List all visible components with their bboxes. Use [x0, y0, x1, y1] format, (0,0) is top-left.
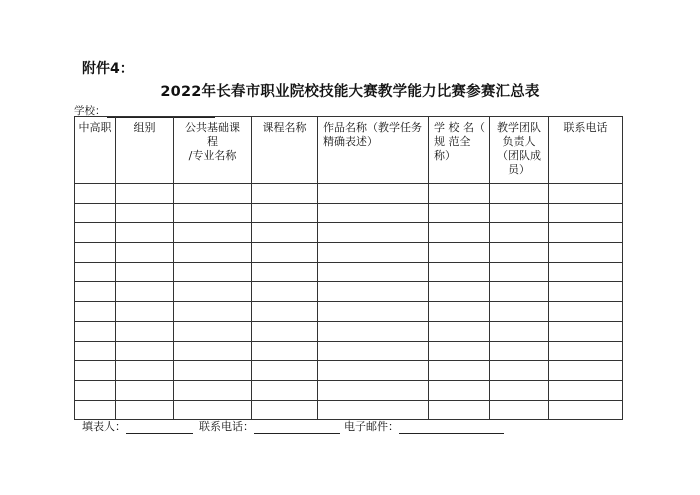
cell-level[interactable]: [75, 223, 116, 243]
header-work-label: 作品名称（教学任务精确表述）: [323, 121, 422, 148]
cell-phone[interactable]: [549, 380, 623, 400]
table-row: [75, 400, 623, 420]
cell-level[interactable]: [75, 203, 116, 223]
table-row: [75, 302, 623, 322]
cell-course-name[interactable]: [252, 321, 318, 341]
footer: [82, 418, 504, 434]
cell-leader[interactable]: [490, 361, 549, 381]
cell-course-name[interactable]: [252, 184, 318, 204]
table-row: [75, 321, 623, 341]
cell-school[interactable]: [429, 282, 490, 302]
header-leader-label: 教学团队负责人（团队成员）: [497, 121, 541, 176]
cell-course[interactable]: [174, 321, 252, 341]
cell-leader[interactable]: [490, 223, 549, 243]
table-body: [75, 184, 623, 420]
header-course-label: 公共基础课程 /专业名称: [185, 121, 240, 162]
table-row: [75, 243, 623, 263]
cell-work[interactable]: [318, 262, 429, 282]
cell-leader[interactable]: [490, 302, 549, 322]
table-row: [75, 361, 623, 381]
cell-work[interactable]: [318, 341, 429, 361]
cell-work[interactable]: [318, 400, 429, 420]
table-row: [75, 223, 623, 243]
cell-work[interactable]: [318, 203, 429, 223]
header-level: [75, 117, 116, 184]
cell-course-name[interactable]: [252, 400, 318, 420]
table-row: [75, 282, 623, 302]
cell-level[interactable]: [75, 321, 116, 341]
cell-level[interactable]: [75, 282, 116, 302]
header-phone: [549, 117, 623, 184]
header-level-label: 中高职: [78, 121, 112, 134]
cell-phone[interactable]: [549, 203, 623, 223]
table-row: [75, 262, 623, 282]
cell-work[interactable]: [318, 223, 429, 243]
cell-leader[interactable]: [490, 184, 549, 204]
filler-label: 填表人：: [82, 420, 126, 433]
header-course: [174, 117, 252, 184]
cell-work[interactable]: [318, 282, 429, 302]
cell-phone[interactable]: [549, 302, 623, 322]
cell-work[interactable]: [318, 184, 429, 204]
cell-work[interactable]: [318, 361, 429, 381]
header-group: [116, 117, 174, 184]
cell-course-name[interactable]: [252, 361, 318, 381]
page-title: 2022年长春市职业院校技能大赛教学能力比赛参赛汇总表: [160, 84, 540, 100]
table-row: [75, 184, 623, 204]
cell-group[interactable]: [116, 203, 174, 223]
footer-phone-blank-line[interactable]: [254, 422, 340, 434]
cell-phone[interactable]: [549, 282, 623, 302]
email-blank-line[interactable]: [399, 422, 504, 434]
table-row: [75, 380, 623, 400]
cell-leader[interactable]: [490, 282, 549, 302]
header-course-name: [252, 117, 318, 184]
cell-school[interactable]: [429, 243, 490, 263]
cell-phone[interactable]: [549, 400, 623, 420]
cell-group[interactable]: [116, 302, 174, 322]
cell-leader[interactable]: [490, 380, 549, 400]
cell-course[interactable]: [174, 282, 252, 302]
cell-school[interactable]: [429, 321, 490, 341]
cell-course[interactable]: [174, 400, 252, 420]
cell-school[interactable]: [429, 361, 490, 381]
cell-school[interactable]: [429, 203, 490, 223]
cell-school[interactable]: [429, 223, 490, 243]
cell-course[interactable]: [174, 341, 252, 361]
cell-course-name[interactable]: [252, 341, 318, 361]
cell-group[interactable]: [116, 223, 174, 243]
cell-course[interactable]: [174, 302, 252, 322]
cell-course-name[interactable]: [252, 262, 318, 282]
filler-blank-line[interactable]: [126, 422, 193, 434]
cell-group[interactable]: [116, 282, 174, 302]
cell-school[interactable]: [429, 400, 490, 420]
cell-school[interactable]: [429, 341, 490, 361]
cell-phone[interactable]: [549, 243, 623, 263]
cell-course[interactable]: [174, 184, 252, 204]
cell-phone[interactable]: [549, 262, 623, 282]
cell-group[interactable]: [116, 361, 174, 381]
cell-group[interactable]: [116, 184, 174, 204]
cell-group[interactable]: [116, 400, 174, 420]
header-work: [318, 117, 429, 184]
cell-phone[interactable]: [549, 321, 623, 341]
email-label: 电子邮件：: [344, 420, 399, 433]
cell-level[interactable]: [75, 184, 116, 204]
header-course-name-label: 课程名称: [262, 121, 307, 134]
cell-work[interactable]: [318, 302, 429, 322]
table-row: [75, 341, 623, 361]
cell-phone[interactable]: [549, 361, 623, 381]
cell-group[interactable]: [116, 341, 174, 361]
cell-work[interactable]: [318, 243, 429, 263]
header-school: [429, 117, 490, 184]
cell-course-name[interactable]: [252, 282, 318, 302]
cell-course[interactable]: [174, 223, 252, 243]
cell-course[interactable]: [174, 361, 252, 381]
cell-phone[interactable]: [549, 223, 623, 243]
header-leader: [490, 117, 549, 184]
cell-course[interactable]: [174, 203, 252, 223]
cell-level[interactable]: [75, 302, 116, 322]
cell-level[interactable]: [75, 341, 116, 361]
cell-group[interactable]: [116, 380, 174, 400]
cell-course[interactable]: [174, 243, 252, 263]
header-phone-label: 联系电话: [563, 121, 608, 134]
cell-school[interactable]: [429, 302, 490, 322]
table-header-row: [75, 117, 623, 184]
cell-level[interactable]: [75, 361, 116, 381]
header-school-label: 学 校 名（ 规 范全称）: [434, 121, 485, 162]
attachment-label: 附件4：: [82, 61, 134, 77]
table-row: [75, 203, 623, 223]
cell-leader[interactable]: [490, 243, 549, 263]
cell-level[interactable]: [75, 262, 116, 282]
cell-level[interactable]: [75, 243, 116, 263]
cell-work[interactable]: [318, 321, 429, 341]
cell-course[interactable]: [174, 262, 252, 282]
cell-phone[interactable]: [549, 341, 623, 361]
cell-work[interactable]: [318, 380, 429, 400]
cell-phone[interactable]: [549, 184, 623, 204]
cell-leader[interactable]: [490, 262, 549, 282]
footer-phone-label: 联系电话：: [199, 420, 254, 433]
cell-leader[interactable]: [490, 400, 549, 420]
cell-course-name[interactable]: [252, 380, 318, 400]
cell-leader[interactable]: [490, 321, 549, 341]
cell-leader[interactable]: [490, 341, 549, 361]
cell-course-name[interactable]: [252, 243, 318, 263]
cell-level[interactable]: [75, 380, 116, 400]
cell-leader[interactable]: [490, 203, 549, 223]
cell-group[interactable]: [116, 321, 174, 341]
header-group-label: 组别: [133, 121, 156, 134]
cell-group[interactable]: [116, 243, 174, 263]
cell-course[interactable]: [174, 380, 252, 400]
summary-table: [74, 116, 623, 420]
school-label: 学校：: [74, 105, 106, 117]
cell-school[interactable]: [429, 380, 490, 400]
cell-level[interactable]: [75, 400, 116, 420]
cell-course-name[interactable]: [252, 203, 318, 223]
cell-course-name[interactable]: [252, 223, 318, 243]
cell-group[interactable]: [116, 262, 174, 282]
cell-course-name[interactable]: [252, 302, 318, 322]
cell-school[interactable]: [429, 184, 490, 204]
cell-school[interactable]: [429, 262, 490, 282]
